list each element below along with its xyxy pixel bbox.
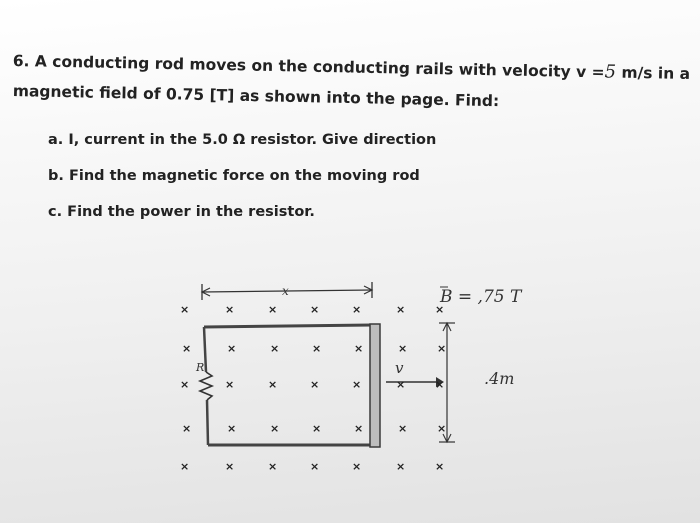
resistor-label: R — [196, 361, 205, 374]
question-line-2: magnetic field of 0.75 [T] as shown into the page. Find: — [12, 82, 500, 111]
field-mark: × — [437, 342, 447, 355]
field-mark: × — [227, 422, 237, 435]
question-text-1-suffix: m/s in a — [615, 63, 691, 84]
part-c-label: c. — [48, 204, 63, 220]
part-c-text: Find the power in the resistor. — [67, 204, 315, 220]
field-mark: × — [352, 303, 362, 316]
field-mark: × — [437, 422, 447, 435]
field-mark: × — [180, 460, 190, 473]
velocity-value: 5 — [604, 61, 617, 83]
field-mark: × — [268, 378, 278, 391]
field-mark: × — [435, 378, 445, 391]
height-label: .4m — [484, 369, 515, 388]
part-a-text: I, current in the 5.0 Ω resistor. Give direction — [68, 132, 437, 148]
field-mark: × — [396, 303, 406, 316]
field-mark: × — [225, 378, 235, 391]
resistor-symbol — [195, 361, 212, 400]
part-a-label: a. — [48, 132, 64, 148]
question-line-1 — [13, 50, 691, 84]
part-b-text: Find the magnetic force on the moving rod — [68, 168, 420, 184]
field-mark: × — [396, 378, 406, 391]
field-label: B = ,75 T — [440, 287, 522, 307]
moving-rod — [370, 324, 380, 447]
part-c — [48, 204, 315, 220]
field-mark: × — [268, 303, 278, 316]
question-number: 6. — [12, 51, 30, 71]
field-mark: × — [270, 422, 280, 435]
field-mark: × — [182, 342, 192, 355]
velocity-label: v — [395, 359, 404, 377]
part-b — [48, 168, 420, 184]
width-label: x — [282, 284, 289, 298]
part-b-label: b. — [48, 168, 64, 184]
field-mark: × — [225, 303, 235, 316]
field-mark: × — [435, 460, 445, 473]
field-mark: × — [270, 342, 280, 355]
height-dimension — [439, 323, 514, 442]
part-a — [48, 132, 436, 148]
field-mark: × — [310, 378, 320, 391]
field-mark: × — [180, 303, 190, 316]
magnetic-field-marks — [180, 303, 446, 473]
field-mark: × — [182, 422, 192, 435]
field-mark: × — [312, 342, 322, 355]
field-mark: × — [354, 422, 364, 435]
field-mark: × — [398, 342, 408, 355]
field-mark: × — [180, 378, 190, 391]
field-mark: × — [352, 460, 362, 473]
field-mark: × — [435, 303, 445, 316]
field-mark: × — [352, 378, 362, 391]
field-mark: × — [310, 460, 320, 473]
field-mark: × — [225, 460, 235, 473]
field-mark: × — [354, 342, 364, 355]
field-mark: × — [312, 422, 322, 435]
field-mark: × — [310, 303, 320, 316]
circuit-diagram — [150, 260, 570, 490]
field-mark: × — [227, 342, 237, 355]
width-dimension — [202, 282, 372, 300]
field-mark: × — [398, 422, 408, 435]
field-mark: × — [268, 460, 278, 473]
field-mark: × — [396, 460, 406, 473]
question-text-1: A conducting rod moves on the conducting rails with velocity v = — [34, 52, 605, 82]
